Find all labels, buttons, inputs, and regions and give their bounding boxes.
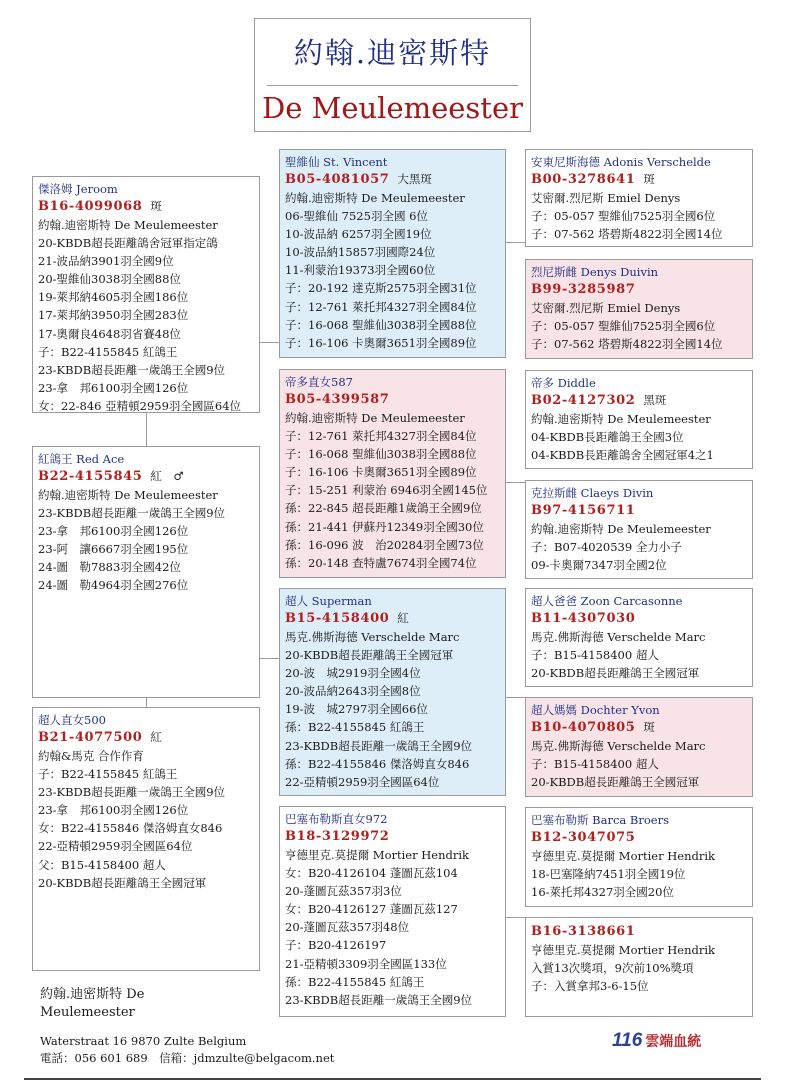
connector-line [146, 412, 147, 446]
ring-number [531, 391, 747, 410]
bird-record-line: 孫：21-441 伊蘇丹12349羽全國30位 [285, 519, 484, 534]
pedigree-card-sire-dam [279, 369, 506, 578]
bird-record-line: 20-蓬圖瓦茲357羽48位 [285, 920, 410, 935]
pedigree-card-ddd [525, 917, 753, 1017]
bird-record-line: 19-萊邦納4605羽全國186位 [38, 290, 189, 305]
connector-line [259, 658, 279, 659]
title-box [254, 18, 531, 132]
bird-record-line: 約翰.迪密斯特 De Meulemeester [285, 411, 465, 425]
ring-number [285, 827, 500, 846]
bird-record-line: 11-利蒙治19373羽全國60位 [285, 263, 436, 278]
bird-record-line: 23-KBDB超長距離一歲鴿王全國9位 [38, 362, 226, 377]
ring-number-text: B02-4127302 [531, 393, 636, 408]
title-divider [267, 85, 518, 86]
bird-record-line: 女：B20-4126127 蓬圖瓦茲127 [285, 902, 458, 917]
pedigree-card-dam-dam [279, 806, 506, 1017]
ring-number [531, 280, 747, 299]
bird-record-line: 子：16-068 聖維仙3038羽全國88位 [285, 447, 477, 462]
pedigree-card-sire-sire [279, 149, 506, 358]
bird-record-line: 20-波品納2643羽全國8位 [285, 684, 421, 699]
bird-record-list [38, 216, 254, 413]
bird-record-line: 子：16-068 聖維仙3038羽全國88位 [285, 317, 477, 332]
bird-record-line: 艾密爾.烈尼斯 Emiel Denys [531, 191, 681, 205]
breeder-name-chinese: 約翰.迪密斯特 [293, 36, 492, 70]
bird-name: 超人媽媽 Dochter Yvon [531, 703, 660, 717]
bird-record-line: 23-KBDB超長距離一歲鴿王全國9位 [285, 992, 473, 1007]
bird-name: 帝多直女587 [285, 375, 353, 389]
bird-record-line: 17-奧爾良4648羽省賽48位 [38, 326, 181, 341]
bird-record-line: 06-聖維仙 7525羽全國 6位 [285, 209, 428, 224]
bird-record-line: 23-拿 邦6100羽全國126位 [38, 524, 189, 539]
bird-record-line: 20-聖維仙3038羽全國88位 [38, 272, 181, 287]
ring-number [38, 197, 254, 216]
bird-record-line: 23-KBDB超長距離一歲鴿王全國9位 [285, 738, 473, 753]
bird-record-line: 子：07-562 塔碧斯4822羽全國14位 [531, 337, 723, 352]
bird-record-line: 20-蓬圖瓦茲357羽3位 [285, 884, 402, 899]
bird-record-line: 21-亞精頓3309羽全國區133位 [285, 956, 447, 971]
bird-record-line: 約翰.迪密斯特 De Meulemeester [285, 191, 465, 205]
bird-record-line: 子：15-251 利蒙治 6946羽全國145位 [285, 483, 488, 498]
footer-phone-email: 電話：056 601 689 信箱：jdmzulte@belgacom.net [40, 1051, 335, 1065]
bird-record-list [285, 189, 500, 352]
bird-record-line: 子：16-106 卡奧爾3651羽全國89位 [285, 465, 477, 480]
bird-record-line: 父：B15-4158400 超人 [38, 857, 166, 872]
bird-name: 傑洛姆 Jeroom [38, 182, 118, 196]
bird-record-line: 子：B22-4155845 紅鴿王 [38, 344, 178, 359]
ring-number-text: B99-3285987 [531, 282, 636, 297]
bird-record-line: 21-波品納3901羽全國9位 [38, 254, 174, 269]
ring-number-text: B16-3138661 [531, 924, 636, 939]
bird-record-line: 入賞13次獎項，9次前10%獎項 [531, 961, 694, 976]
bird-record-list [285, 846, 500, 1009]
pedigree-card-subject [32, 176, 260, 413]
bird-record-line: 馬克.佛斯海德 Verschelde Marc [531, 630, 706, 644]
bird-color: 斑 [643, 720, 655, 734]
bottom-rule [24, 1078, 761, 1080]
ring-number [285, 170, 500, 189]
ring-number [531, 609, 747, 628]
bird-record-line: 22-亞精頓2959羽全國區64位 [285, 774, 440, 789]
logo-text: 雲端血統 [645, 1034, 702, 1050]
bird-record-list [531, 299, 747, 353]
bird-record-line: 19-波 城2797羽全國66位 [285, 702, 428, 717]
footer-breeder-name: 約翰.迪密斯特 De Meulemeester [40, 987, 145, 1020]
bird-name: 克拉斯雌 Claeys Divin [531, 486, 654, 500]
bird-record-line: 子：B22-4155845 紅鴿王 [38, 767, 178, 782]
bird-color: 紅 [150, 730, 162, 744]
bird-color: 大黑斑 [397, 172, 432, 186]
connector-line [259, 342, 279, 343]
bird-record-line: 09-卡奧爾7347羽全國2位 [531, 558, 667, 573]
connector-line [505, 482, 525, 483]
bird-record-line: 23-拿 邦6100羽全國126位 [38, 380, 189, 395]
bird-record-list [531, 941, 747, 995]
bird-name: 紅鴿王 Red Ace [38, 452, 125, 466]
bird-record-line: 10-波品納 6257羽全國19位 [285, 227, 432, 242]
bird-record-line: 子：入賞拿邦3-6-15位 [531, 979, 649, 994]
bird-record-list [531, 410, 747, 464]
bird-record-line: 孫：B22-4155845 紅鴿王 [285, 720, 425, 735]
ring-number [38, 467, 254, 486]
logo-number: 116 [612, 1030, 643, 1051]
bird-record-line: 23-拿 邦6100羽全國126位 [38, 803, 189, 818]
ring-number [285, 390, 500, 409]
ring-number [531, 922, 747, 941]
bird-name: 安東尼斯海德 Adonis Verschelde [531, 155, 711, 169]
bird-record-line: 子：05-057 聖維仙7525羽全國6位 [531, 319, 716, 334]
bird-name: 帝多 Diddle [531, 376, 596, 390]
connector-line [146, 697, 147, 707]
ring-number-text: B22-4155845 [38, 469, 143, 484]
bird-name: 超人直女500 [38, 713, 106, 727]
cloud-pedigree-logo [612, 1030, 701, 1052]
bird-record-line: 子：B15-4158400 超人 [531, 757, 659, 772]
bird-record-list [531, 737, 747, 791]
bird-record-line: 16-萊托邦4327羽全國20位 [531, 885, 674, 900]
bird-record-line: 24-圖 勒4964羽全國276位 [38, 578, 189, 593]
ring-number [38, 728, 254, 747]
ring-number [285, 609, 500, 628]
bird-name: 聖維仙 St. Vincent [285, 155, 388, 169]
footer-contact [40, 1033, 334, 1067]
bird-record-line: 子：12-761 萊托邦4327羽全國84位 [285, 299, 477, 314]
bird-record-line: 23-KBDB超長距離一歲鴿王全國9位 [38, 785, 226, 800]
bird-color: 紅 [397, 611, 409, 625]
bird-record-list [531, 847, 747, 901]
ring-number-text: B97-4156711 [531, 503, 636, 518]
bird-color: 黑斑 [643, 393, 667, 407]
bird-record-line: 20-KBDB超長距離鴿王全國冠軍 [531, 775, 700, 790]
ring-number-text: B21-4077500 [38, 730, 143, 745]
connector-line [505, 697, 525, 698]
bird-record-line: 23-阿 讓6667羽全國195位 [38, 542, 189, 557]
pedigree-card-sdd [525, 480, 753, 579]
bird-record-line: 約翰.迪密斯特 De Meulemeester [38, 218, 218, 232]
pedigree-card-dam-sire [279, 588, 506, 796]
ring-number-text: B15-4158400 [285, 611, 390, 626]
bird-record-line: 20-KBDB超長距離鴿王全國冠軍 [285, 648, 454, 663]
bird-record-line: 女：B22-4155846 傑洛姆直女846 [38, 821, 223, 836]
footer-address: Waterstraat 16 9870 Zulte Belgium [40, 1034, 247, 1048]
bird-record-line: 亨德里克.莫提爾 Mortier Hendrik [285, 848, 470, 862]
bird-record-line: 約翰.迪密斯特 De Meulemeester [531, 522, 711, 536]
bird-record-line: 馬克.佛斯海德 Verschelde Marc [531, 739, 706, 753]
bird-record-line: 24-圖 勒7883羽全國42位 [38, 560, 181, 575]
bird-record-line: 22-亞精頓2959羽全國區64位 [38, 839, 193, 854]
bird-record-line: 23-KBDB超長距離一歲鴿王全國9位 [38, 506, 226, 521]
ring-number [531, 170, 747, 189]
connector-line [505, 917, 525, 918]
bird-record-line: 孫：B22-4155845 紅鴿王 [285, 974, 425, 989]
breeder-name-english: De Meulemeester [262, 91, 523, 125]
bird-record-line: 子：B20-4126197 [285, 938, 387, 953]
ring-number-text: B11-4307030 [531, 611, 636, 626]
pedigree-card-dam [32, 707, 260, 971]
ring-number-text: B16-4099068 [38, 199, 143, 214]
bird-record-line: 孫：16-096 波 治20284羽全國73位 [285, 537, 484, 552]
bird-record-line: 約翰&馬克 合作作育 [38, 749, 144, 763]
ring-number [531, 718, 747, 737]
bird-record-list [531, 628, 747, 682]
bird-record-line: 子：16-106 卡奧爾3651羽全國89位 [285, 335, 477, 350]
bird-record-line: 孫：22-845 超長距離1歲鴿王全國9位 [285, 501, 482, 516]
ring-number [531, 501, 747, 520]
bird-record-list [38, 747, 254, 892]
bird-record-line: 女：B20-4126104 蓬圖瓦茲104 [285, 866, 458, 881]
bird-record-line: 20-KBDB超長距離鴿舍冠軍指定鴿 [38, 236, 218, 251]
pedigree-card-ssd [525, 259, 753, 359]
ring-number-text: B05-4399587 [285, 392, 390, 407]
bird-record-line: 子：B15-4158400 超人 [531, 648, 659, 663]
bird-record-line: 20-KBDB超長距離鴿王全國冠軍 [38, 875, 207, 890]
bird-record-line: 20-KBDB超長距離鴿王全國冠軍 [531, 666, 700, 681]
bird-record-line: 04-KBDB長距離鴿王全國3位 [531, 430, 684, 445]
ring-number [531, 828, 747, 847]
bird-record-line: 10-波品納15857羽國際24位 [285, 245, 436, 260]
pedigree-card-sire [32, 446, 260, 698]
ring-number-text: B18-3129972 [285, 829, 390, 844]
bird-record-list [531, 189, 747, 243]
bird-record-line: 約翰.迪密斯特 De Meulemeester [38, 488, 218, 502]
pedigree-card-dss [525, 588, 753, 687]
bird-record-line: 孫：20-148 查特盧7674羽全國74位 [285, 555, 477, 570]
bird-record-line: 20-波 城2919羽全國4位 [285, 666, 421, 681]
bird-record-line: 子：05-057 聖維仙7525羽全國6位 [531, 209, 716, 224]
pedigree-card-dds [525, 807, 753, 907]
bird-color: 斑 [150, 199, 162, 213]
bird-record-line: 馬克.佛斯海德 Verschelde Marc [285, 630, 460, 644]
pedigree-card-sds [525, 370, 753, 469]
bird-record-line: 子：20-192 達克斯2575羽全國31位 [285, 281, 477, 296]
pedigree-card-dsd [525, 697, 753, 797]
pedigree-card-sss [525, 149, 753, 247]
bird-record-line: 亨德里克.莫提爾 Mortier Hendrik [531, 849, 716, 863]
bird-record-list [38, 486, 254, 595]
bird-record-line: 艾密爾.烈尼斯 Emiel Denys [531, 301, 681, 315]
bird-record-line: 女：22-846 亞精頓2959羽全國區64位 [38, 398, 242, 413]
ring-number-text: B10-4070805 [531, 720, 636, 735]
bird-color: 紅 ♂ [150, 469, 184, 483]
bird-record-list [531, 520, 747, 574]
bird-record-line: 子：07-562 塔碧斯4822羽全國14位 [531, 227, 723, 242]
bird-record-line: 亨德里克.莫提爾 Mortier Hendrik [531, 943, 716, 957]
bird-record-line: 子：B07-4020539 全力小子 [531, 540, 682, 555]
bird-name: 烈尼斯雌 Denys Duivin [531, 265, 659, 279]
bird-record-list [285, 409, 500, 572]
bird-record-line: 18-巴塞隆納7451羽全國19位 [531, 867, 686, 882]
bird-record-list [285, 628, 500, 791]
bird-record-line: 04-KBDB長距離鴿舍全國冠軍4之1 [531, 448, 714, 463]
bird-record-line: 17-萊邦納3950羽全國283位 [38, 308, 189, 323]
bird-color: 斑 [643, 172, 655, 186]
bird-name: 超人 Superman [285, 594, 372, 608]
ring-number-text: B12-3047075 [531, 830, 636, 845]
ring-number-text: B05-4081057 [285, 172, 390, 187]
bird-name: 巴塞布勒斯 Barca Broers [531, 813, 669, 827]
bird-record-line: 孫：B22-4155846 傑洛姆直女846 [285, 756, 470, 771]
connector-line [505, 242, 525, 243]
bird-name: 超人爸爸 Zoon Carcasonne [531, 594, 683, 608]
bird-record-line: 約翰.迪密斯特 De Meulemeester [531, 412, 711, 426]
bird-record-line: 子：12-761 萊托邦4327羽全國84位 [285, 429, 477, 444]
bird-name: 巴塞布勒斯直女972 [285, 812, 388, 826]
ring-number-text: B00-3278641 [531, 172, 636, 187]
